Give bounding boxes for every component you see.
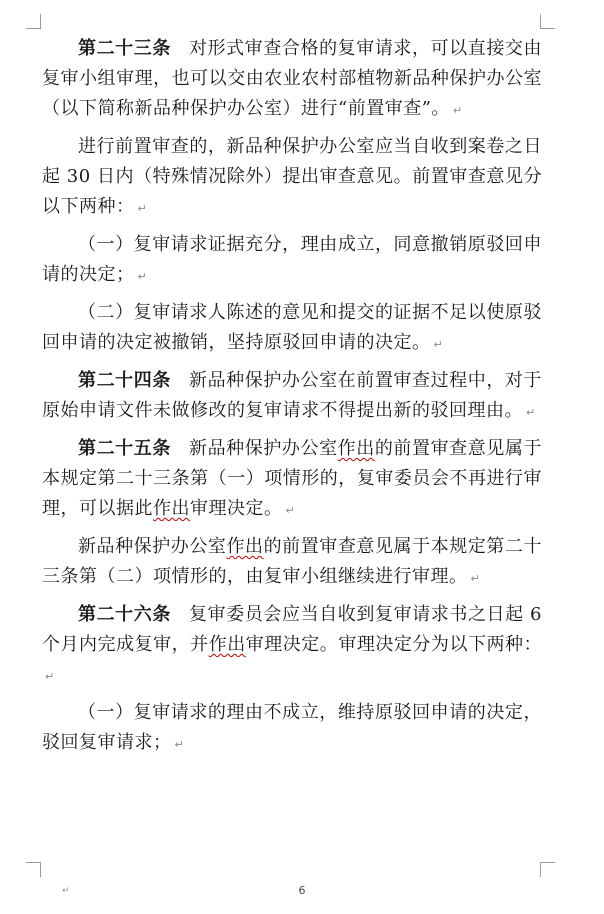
page-corner-bottom-right [540,862,555,877]
spellcheck-flagged-word[interactable]: 作出 [226,536,264,557]
article-heading: 第二十三条 [78,38,171,59]
paragraph-mark-icon: ↵ [45,670,55,683]
paragraph-article-24[interactable] [42,366,542,428]
paragraph-text: 进行前置审查的，新品种保护办公室应当自收到案卷之日起 30 日内（特殊情况除外）提出审查意见。前置审查意见分以下两种： [42,136,542,217]
paragraph-text: （一）复审请求的理由不成立，维持原驳回申请的决定，驳回复审请求； [42,702,542,753]
paragraph-text: 新品种保护办公室 [78,536,227,557]
paragraph-mark-icon: ↵ [285,504,296,517]
paragraph-text: 新品种保护办公室在前置审查过程中，对于原始申请文件未做修改的复审请求不得提出新的驳回理由。 [42,370,543,421]
paragraph-mark-icon: ↵ [174,738,185,751]
paragraph-text: 审理决定。审理决定分为以下两种： [245,634,543,655]
document-body[interactable] [42,34,542,766]
paragraph-mark-icon: ↵ [526,406,536,419]
paragraph-text: 对形式审查合格的复审请求，可以直接交由复审小组审理，也可以交由农业农村部植物新品种保护办公室（以下简称新品种保护办公室）进行“前置审查”。 [42,38,543,119]
spellcheck-flagged-word[interactable]: 作出 [337,438,375,459]
paragraph-text: 的前置审查意见属于本规定第二十三条第（一）项情形的，复审委员会不再进行审理，可以据此 [42,438,543,519]
article-heading: 第二十五条 [78,438,171,459]
paragraph-text: （二）复审请求人陈述的意见和提交的证据不足以使原驳回申请的决定被撤销，坚持原驳回申请的决定。 [42,302,542,353]
page-corner-top-left [26,14,41,29]
spellcheck-flagged-word[interactable]: 作出 [208,634,246,655]
article-heading: 第二十六条 [78,604,171,625]
paragraph-text: 复审委员会应当自收到复审请求书之日起 6 个月内完成复审，并 [42,604,542,655]
paragraph-text: 审理决定。 [190,498,283,519]
paragraph-text: （一）复审请求证据充分，理由成立，同意撤销原驳回申请的决定； [42,234,542,285]
paragraph-mark-icon: ↵ [452,104,463,117]
paragraph-text: 的前置审查意见属于本规定第二十三条第（二）项情形的，由复审小组继续进行审理。 [42,536,542,587]
article-heading: 第二十四条 [78,370,171,391]
page-corner-top-right [540,14,555,29]
paragraph-article-23[interactable] [42,34,542,126]
paragraph-article-25-second[interactable] [42,532,542,594]
page-number: 6 [298,884,306,897]
paragraph-mark-icon: ↵ [470,572,481,585]
paragraph-article-25[interactable] [42,434,542,526]
paragraph-item-1[interactable] [42,230,542,292]
page-corner-bottom-left [26,862,41,877]
paragraph-mark-icon: ↵ [137,202,148,215]
paragraph-article-26-item-1[interactable] [42,698,542,760]
paragraph-text: 新品种保护办公室 [188,438,338,459]
spellcheck-flagged-word[interactable]: 作出 [153,498,190,519]
paragraph-pre-review[interactable] [42,132,542,224]
paragraph-mark-icon: ↵ [137,270,148,283]
paragraph-article-26[interactable] [42,600,542,692]
footer-paragraph-mark-icon: ↵ [62,886,70,896]
paragraph-item-2[interactable] [42,298,542,360]
paragraph-mark-icon: ↵ [433,338,444,351]
